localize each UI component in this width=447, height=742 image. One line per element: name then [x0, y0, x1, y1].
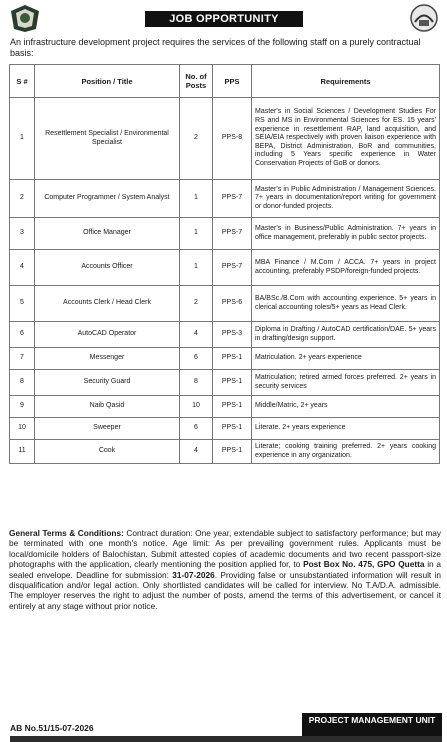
cell-pps: PPS-7 — [213, 250, 252, 286]
deadline-date: 31-07-2026 — [172, 569, 215, 580]
terms-text-3: . Providing false or unsubstantiated information will result in disqualification and/or legal action. Only shortlisted candidates will be called for interview. No T.A/D.A. admissible. The employer reserves the right to adjust the number of posts, amend the terms of this advertisement, or cancel it entirely at any stage without prior notice. — [9, 569, 441, 611]
terms-text-2: in a sealed envelope. Deadline for submission: — [9, 559, 441, 580]
cell-pps: PPS-1 — [213, 418, 252, 440]
cell-position: Naib Qasid — [35, 396, 180, 418]
cell-pps: PPS-7 — [213, 180, 252, 218]
project-emblem-icon — [407, 3, 441, 33]
cell-sn: 2 — [10, 180, 35, 218]
table-row — [10, 180, 440, 218]
table-row — [10, 286, 440, 322]
table-row — [10, 396, 440, 418]
cell-position: Accounts Clerk / Head Clerk — [35, 286, 180, 322]
column-header-posts: No. of Posts — [180, 65, 213, 98]
cell-position: Accounts Officer — [35, 250, 180, 286]
column-header-position: Position / Title — [35, 65, 180, 98]
positions-table — [9, 64, 440, 464]
cell-sn: 8 — [10, 370, 35, 396]
balochistan-emblem-icon — [8, 3, 42, 33]
cell-requirements: Master's in Public Administration / Management Sciences. 7+ years in documentation/report writing for government or donor-funded projects. — [252, 180, 440, 218]
cell-requirements: Matriculation; retired armed forces preferred. 2+ years in security services — [252, 370, 440, 396]
cell-pps: PPS-1 — [213, 348, 252, 370]
column-header-sn: S # — [10, 65, 35, 98]
cell-sn: 11 — [10, 440, 35, 464]
cell-position: Security Guard — [35, 370, 180, 396]
cell-sn: 4 — [10, 250, 35, 286]
cell-pps: PPS-1 — [213, 370, 252, 396]
table-row — [10, 250, 440, 286]
cell-sn: 10 — [10, 418, 35, 440]
cell-posts: 2 — [180, 286, 213, 322]
column-header-requirements: Requirements — [252, 65, 440, 98]
cell-requirements: Diploma in Drafting / AutoCAD certification/DAE. 5+ years in drafting/design support. — [252, 322, 440, 348]
cell-posts: 4 — [180, 322, 213, 348]
ad-number: AB No.51/15-07-2026 — [10, 723, 94, 733]
cell-posts: 4 — [180, 440, 213, 464]
table-row — [10, 370, 440, 396]
table-row — [10, 322, 440, 348]
cell-requirements: Literate; cooking training preferred. 2+ years cooking experience in any organization. — [252, 440, 440, 464]
terms-text-1: Contract duration: One year, extendable subject to satisfactory performance; but may be terminated with one month's notice. Age limit: As per prevailing government rules. Applicants must be local/domicile holders of Balochistan. Submit attested copies of academic documents and two recent passport-size photographs with the application, clearly mentioning the position applied for, to — [9, 528, 441, 570]
cell-requirements: Middle/Matric, 2+ years — [252, 396, 440, 418]
cell-posts: 1 — [180, 218, 213, 250]
cell-sn: 3 — [10, 218, 35, 250]
terms-and-conditions — [9, 528, 441, 611]
cell-pps: PPS-7 — [213, 218, 252, 250]
table-header-row — [10, 65, 440, 98]
cell-sn: 7 — [10, 348, 35, 370]
cell-position: Cook — [35, 440, 180, 464]
cell-sn: 9 — [10, 396, 35, 418]
cell-requirements: Literate. 2+ years experience — [252, 418, 440, 440]
cell-requirements: Master's in Social Sciences / Development Studies For RS and MS in Environmental Sciences for ES. 15 years' experience in resettlement RAP, land acquisition, and SEIA/EIA respectively with proven liaison experience with BEPA, District Administration, BoR and communities, including 5 Years specific experience in Water Conservation Projects of GoB or donors. — [252, 98, 440, 180]
cell-requirements: MBA Finance / M.Com / ACCA. 7+ years in project accounting, preferably PSDP/foreign-funded projects. — [252, 250, 440, 286]
column-header-pps: PPS — [213, 65, 252, 98]
cell-posts: 1 — [180, 250, 213, 286]
intro-text: An infrastructure development project requires the services of the following staff on a purely contractual basis: — [10, 37, 421, 58]
cell-posts: 6 — [180, 418, 213, 440]
cell-pps: PPS-1 — [213, 396, 252, 418]
header — [0, 0, 447, 40]
table-row — [10, 440, 440, 464]
cell-requirements: BA/BSc./B.Com with accounting experience. 5+ years in clerical accounting roles/5+ years as Head Clerk. — [252, 286, 440, 322]
cell-sn: 1 — [10, 98, 35, 180]
cell-position: Office Manager — [35, 218, 180, 250]
table-row — [10, 218, 440, 250]
cell-posts: 10 — [180, 396, 213, 418]
postal-address: Post Box No. 475, GPO Quetta — [303, 559, 425, 570]
cell-sn: 5 — [10, 286, 35, 322]
social-footer-bar — [10, 736, 442, 742]
cell-posts: 8 — [180, 370, 213, 396]
cell-posts: 6 — [180, 348, 213, 370]
table-row — [10, 348, 440, 370]
cell-position: Messenger — [35, 348, 180, 370]
cell-pps: PPS-1 — [213, 440, 252, 464]
cell-posts: 2 — [180, 98, 213, 180]
table-row — [10, 418, 440, 440]
page-title: JOB OPPORTUNITY — [145, 11, 303, 27]
cell-position: Resettlement Specialist / Environmental Specialist — [35, 98, 180, 180]
cell-requirements: Master's in Business/Public Administration. 7+ years in office management, preferably in public sector projects. — [252, 218, 440, 250]
cell-pps: PPS-3 — [213, 322, 252, 348]
cell-requirements: Matriculation. 2+ years experience — [252, 348, 440, 370]
cell-pps: PPS-6 — [213, 286, 252, 322]
cell-posts: 1 — [180, 180, 213, 218]
cell-position: Sweeper — [35, 418, 180, 440]
cell-position: Computer Programmer / System Analyst — [35, 180, 180, 218]
cell-pps: PPS-8 — [213, 98, 252, 180]
cell-sn: 6 — [10, 322, 35, 348]
cell-position: AutoCAD Operator — [35, 322, 180, 348]
issuer-box: PROJECT MANAGEMENT UNIT — [302, 713, 442, 740]
table-row — [10, 98, 440, 180]
terms-heading: General Terms & Conditions: — [9, 528, 124, 538]
